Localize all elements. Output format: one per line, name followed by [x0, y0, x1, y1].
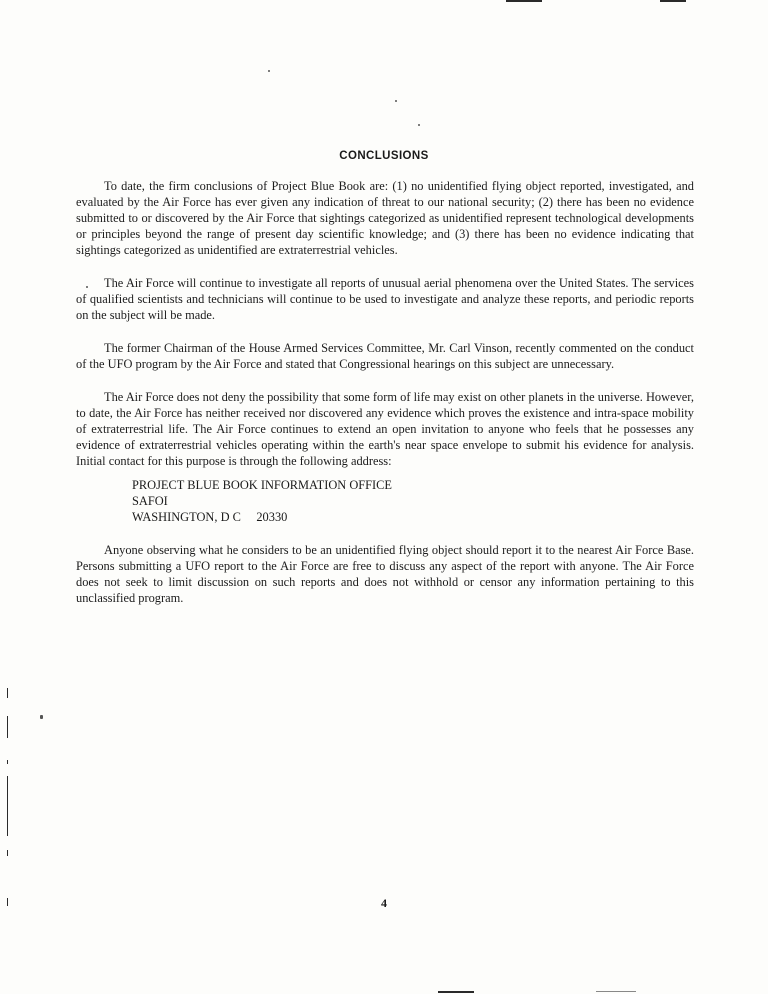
address-line: WASHINGTON, D C 20330 — [132, 510, 288, 524]
address-line: PROJECT BLUE BOOK INFORMATION OFFICE — [132, 478, 393, 492]
page-number: 4 — [381, 896, 387, 910]
margin-binding-marks — [6, 680, 10, 910]
scan-artifact-top-right — [660, 0, 686, 2]
document-title: CONCLUSIONS — [339, 150, 429, 162]
paragraph-conclusions: To date, the firm conclusions of Project Blue Book are: (1) no unidentified flying object reported, investigated, and evaluated by the Air Force has ever given any indication of threat to our national security; (2) there has been no evidence submitted to or discovered by the Air Force that sightings categorized as unidentified represent technological developments or principles beyond the range of present day scientific knowledge; and (3) there has been no evidence indicating that sightings categorized as unidentified are extraterrestrial vehicles. — [76, 179, 694, 257]
paragraph-investigation: The Air Force will continue to investigate all reports of unusual aerial phenomena over the United States. The services of qualified scientists and technicians will continue to be used to investigate and analyze these reports, and periodic reports on the subject will be made. — [76, 276, 694, 322]
scan-artifact-bottom — [438, 991, 474, 993]
mailing-address — [132, 477, 694, 525]
document-body — [76, 178, 694, 623]
paragraph-reporting: Anyone observing what he considers to be an unidentified flying object should report it to the nearest Air Force Base. Persons submitting a UFO report to the Air Force are free to discuss any aspect of the report with anyone. The Air Force does not seek to limit discussion on such reports and does not withhold or censor any information pertaining to this unclassified program. — [76, 543, 694, 605]
scan-artifact-top — [506, 0, 542, 2]
scan-speck — [40, 715, 43, 719]
paragraph-extraterrestrial-life: The Air Force does not deny the possibility that some form of life may exist on other planets in the universe. However, to date, the Air Force has neither received nor discovered any evidence which proves the existence and intra-space mobility of extraterrestrial life. The Air Force continues to extend an open invitation to anyone who feels that he possesses any evidence of extraterrestrial vehicles operating within the earth's near space envelope to submit his evidence for analysis. Initial contact for this purpose is through the following address: — [76, 390, 694, 468]
scan-artifact-bottom-right — [596, 991, 636, 992]
scan-speck — [418, 124, 420, 126]
paragraph-vinson: The former Chairman of the House Armed Services Committee, Mr. Carl Vinson, recently commented on the conduct of the UFO program by the Air Force and stated that Congressional hearings on this subject are unnecessary. — [76, 341, 694, 371]
address-line: SAFOI — [132, 494, 168, 508]
scan-speck — [268, 70, 270, 72]
scan-speck — [395, 100, 397, 102]
